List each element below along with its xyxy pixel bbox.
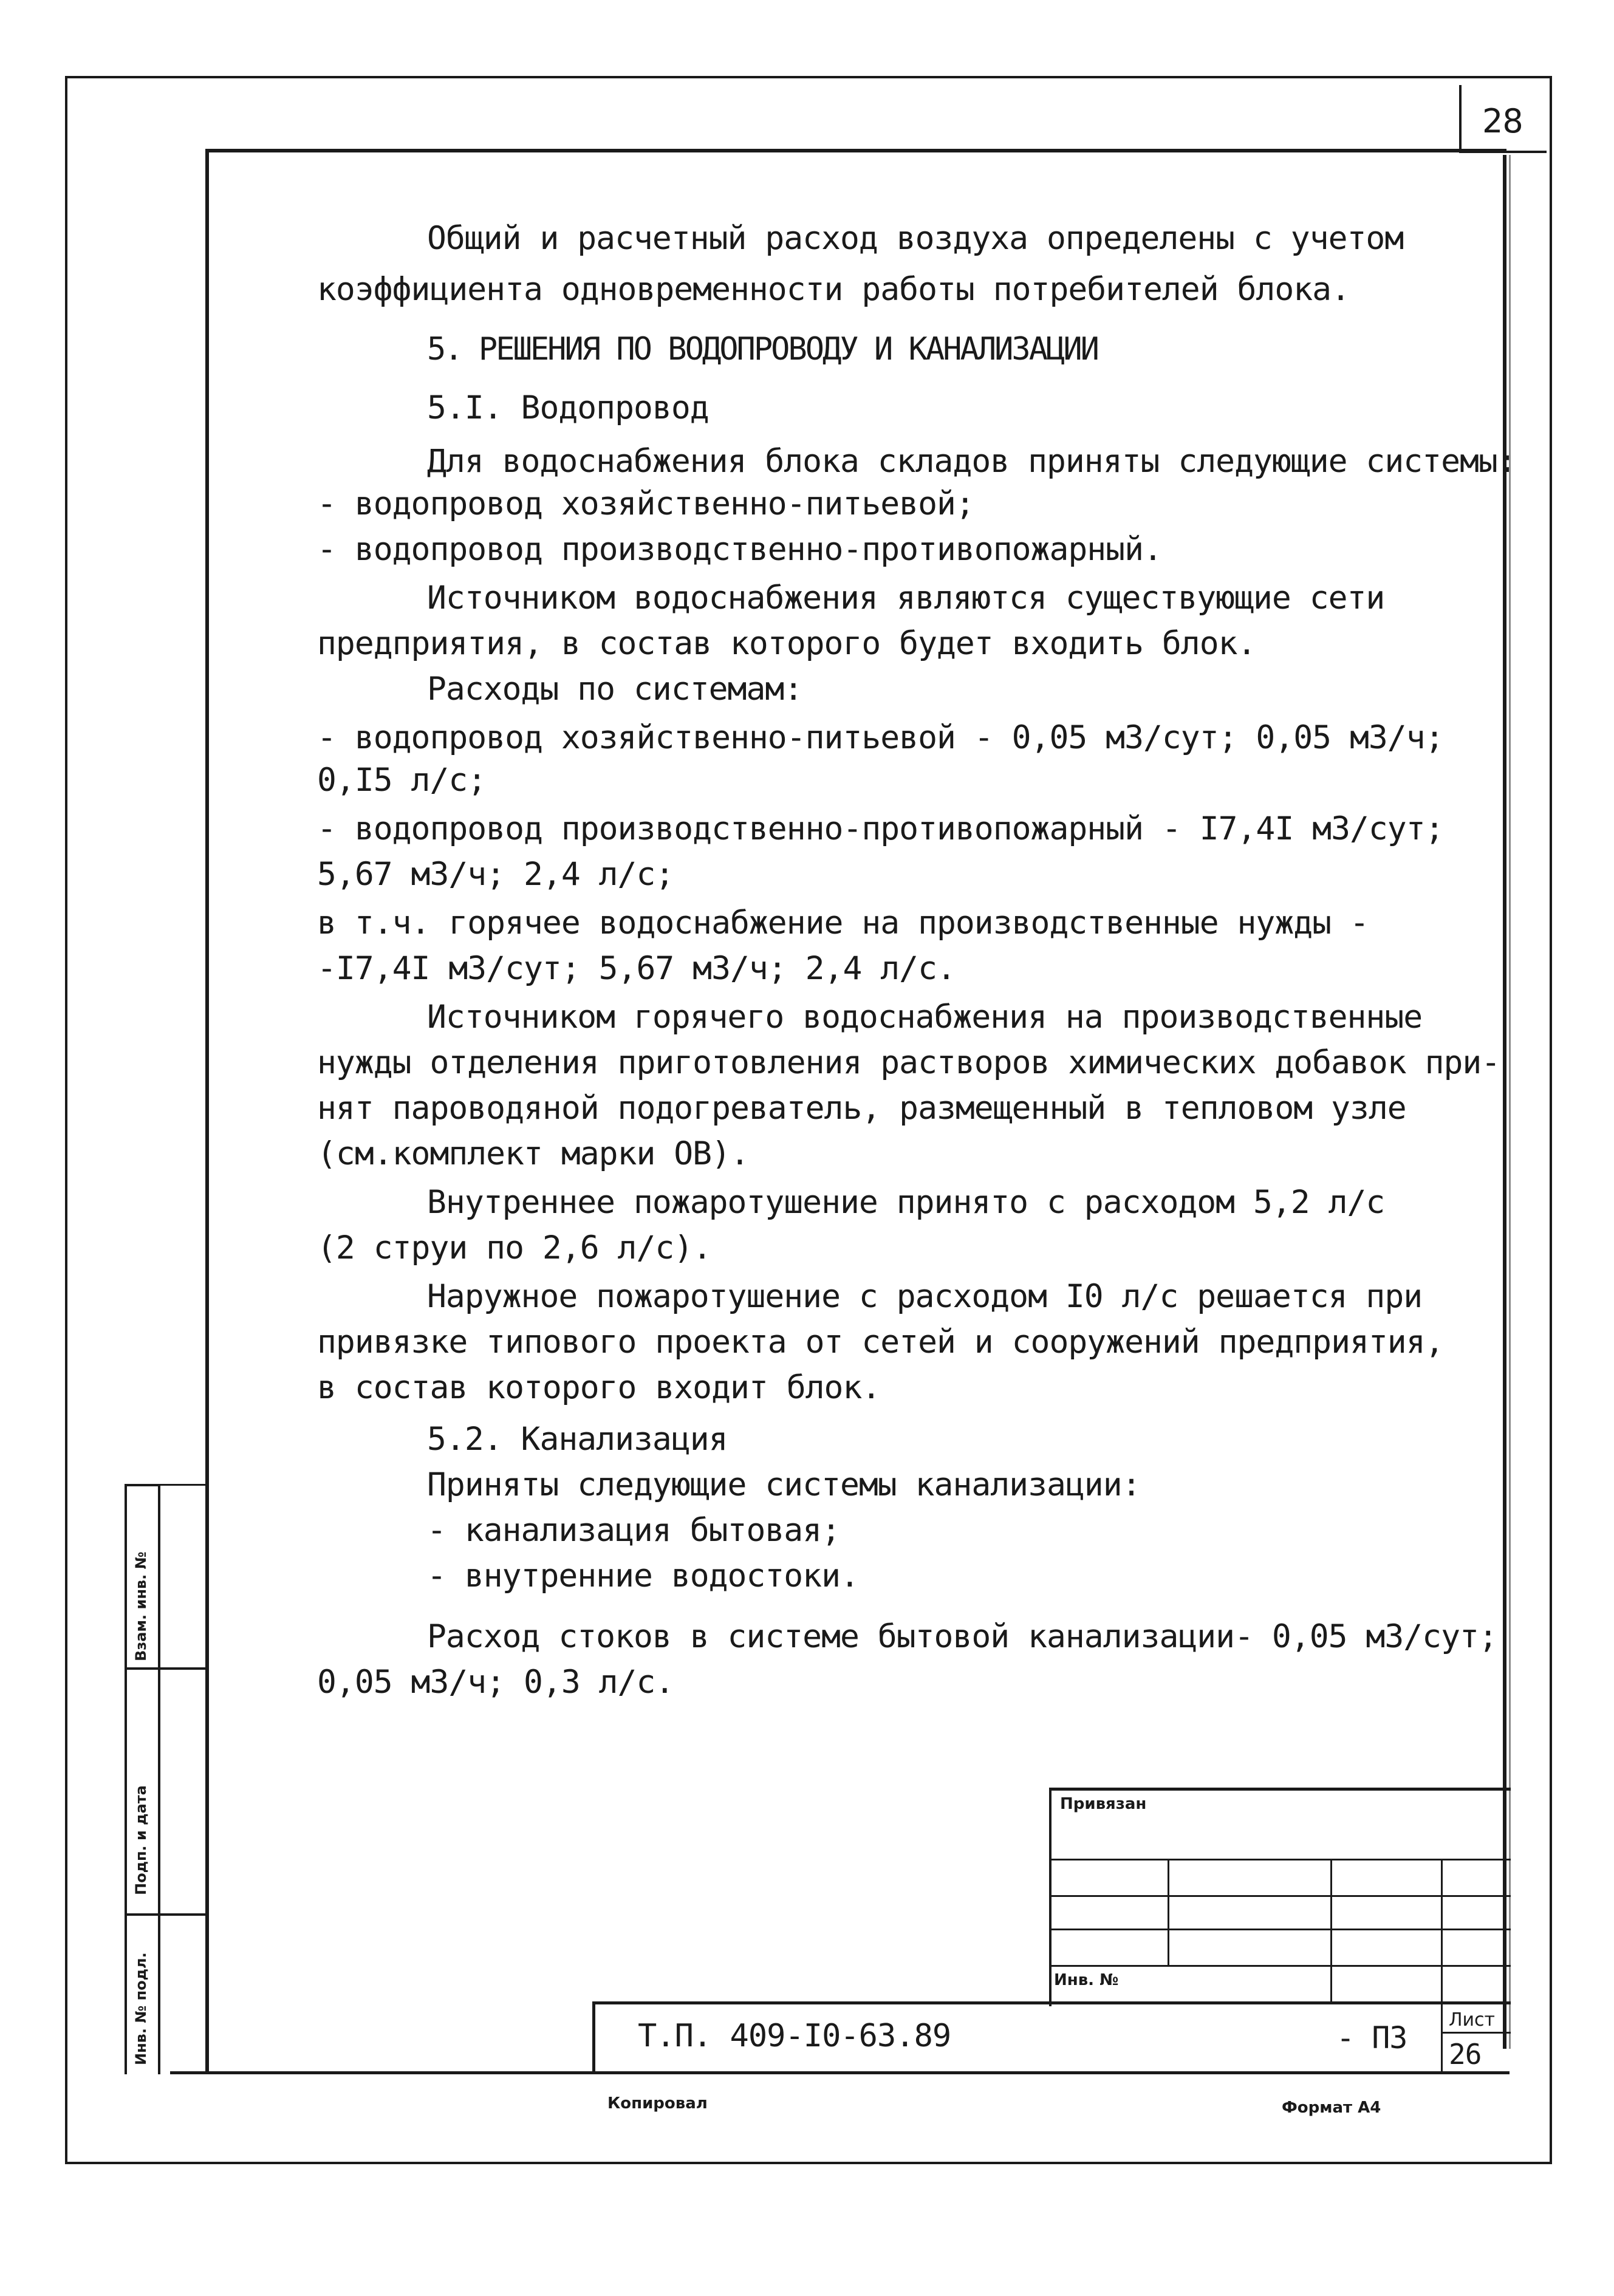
- body-line-28: - канализация бытовая;: [427, 1512, 840, 1549]
- body-line-24: привязке типового проекта от сетей и сооружений предприятия,: [317, 1324, 1444, 1361]
- stamp-upper-left: [1049, 1788, 1051, 2006]
- subsection-heading-5-1: 5.I. Водопровод: [427, 389, 709, 426]
- body-line-2: коэффициента одновременности работы потребителей блока.: [317, 271, 1350, 308]
- stamp-upper-top: [1049, 1788, 1511, 1791]
- side-label-inv-podl: Инв. № подл.: [132, 1952, 149, 2065]
- stamp-doc-code: Т.П. 409-I0-63.89: [638, 2018, 951, 2054]
- body-line-17: Источником горячего водоснабжения на производственные: [427, 999, 1423, 1036]
- body-line-13: - водопровод производственно-противопожарный - I7,4I м3/сут;: [317, 810, 1444, 847]
- body-line-29: - внутренние водостоки.: [427, 1557, 859, 1594]
- side-label-vzam: Взам. инв. №: [132, 1551, 149, 1661]
- side-label-podp: Подп. и дата: [132, 1785, 149, 1895]
- body-line-7: - водопровод производственно-противопожарный.: [317, 531, 1162, 568]
- stamp-col-2: [1330, 1859, 1332, 2004]
- body-line-11: - водопровод хозяйственно-питьевой - 0,05 м3/сут; 0,05 м3/ч;: [317, 719, 1444, 756]
- body-line-16: -I7,4I м3/сут; 5,67 м3/ч; 2,4 л/с.: [317, 950, 956, 987]
- inner-frame-bottom: [170, 2071, 1510, 2074]
- inner-frame-top: [207, 149, 1506, 152]
- body-line-22: (2 струи по 2,6 л/с).: [317, 1229, 712, 1266]
- inner-frame-right: [1503, 155, 1506, 2049]
- body-line-21: Внутреннее пожаротушение принято с расходом 5,2 л/с: [427, 1184, 1385, 1221]
- body-line-15: в т.ч. горячее водоснабжение на производственные нужды -: [317, 904, 1369, 941]
- body-line-1: Общий и расчетный расход воздуха определены с учетом: [427, 220, 1404, 257]
- body-line-8: Источником водоснабжения являются существующие сети: [427, 579, 1385, 617]
- side-strip-div-2: [125, 1913, 207, 1916]
- body-line-31: 0,05 м3/ч; 0,3 л/с.: [317, 1664, 674, 1701]
- body-line-25: в состав которого входит блок.: [317, 1369, 881, 1406]
- body-line-6: - водопровод хозяйственно-питьевой;: [317, 485, 974, 522]
- side-strip-tick-top: [159, 1484, 207, 1486]
- stamp-sheet-divider: [1443, 2032, 1511, 2034]
- side-strip-right: [158, 1485, 160, 2074]
- footer-format: Формат А4: [1282, 2099, 1381, 2117]
- body-line-27: Приняты следующие системы канализации:: [427, 1466, 1141, 1503]
- body-line-5: Для водоснабжения блока складов приняты следующие системы:: [427, 443, 1516, 480]
- footer-copied: Копировал: [607, 2094, 708, 2113]
- body-line-30: Расход стоков в системе бытовой канализации- 0,05 м3/сут;: [427, 1618, 1497, 1655]
- inner-frame-right-2: [1509, 155, 1511, 2049]
- body-line-10: Расходы по системам:: [427, 671, 803, 708]
- stamp-privyazan-label: Привязан: [1060, 1795, 1147, 1813]
- side-strip-div-1: [125, 1667, 207, 1670]
- body-line-20: (см.комплект марки ОВ).: [317, 1135, 749, 1172]
- stamp-sheet-number: 26: [1449, 2038, 1482, 2071]
- stamp-inv-label: Инв. №: [1054, 1971, 1119, 1989]
- body-line-14: 5,67 м3/ч; 2,4 л/с;: [317, 856, 674, 893]
- body-line-9: предприятия, в состав которого будет входить блок.: [317, 625, 1256, 662]
- stamp-title-left: [592, 2001, 595, 2074]
- body-line-23: Наружное пожаротушение с расходом I0 л/с решается при: [427, 1278, 1423, 1315]
- subsection-heading-5-2: 5.2. Канализация: [427, 1421, 728, 1458]
- side-strip-left: [125, 1485, 127, 2074]
- inner-frame-left: [205, 149, 209, 2074]
- stamp-col-3: [1441, 1859, 1443, 2074]
- page-number: 28: [1482, 102, 1523, 140]
- stamp-doc-suffix: - ПЗ: [1336, 2020, 1407, 2055]
- section-heading-5: 5. РЕШЕНИЯ ПО ВОДОПРОВОДУ И КАНАЛИЗАЦИИ: [427, 331, 1098, 367]
- body-line-12: 0,I5 л/с;: [317, 762, 487, 799]
- stamp-sheet-label: Лист: [1449, 2009, 1496, 2031]
- body-line-19: нят пароводяной подогреватель, размещенный в тепловом узле: [317, 1090, 1406, 1127]
- body-line-18: нужды отделения приготовления растворов химических добавок при-: [317, 1044, 1500, 1081]
- stamp-title-top: [592, 2001, 1511, 2004]
- side-strip-top: [125, 1484, 160, 1486]
- stamp-col-1: [1168, 1859, 1169, 1967]
